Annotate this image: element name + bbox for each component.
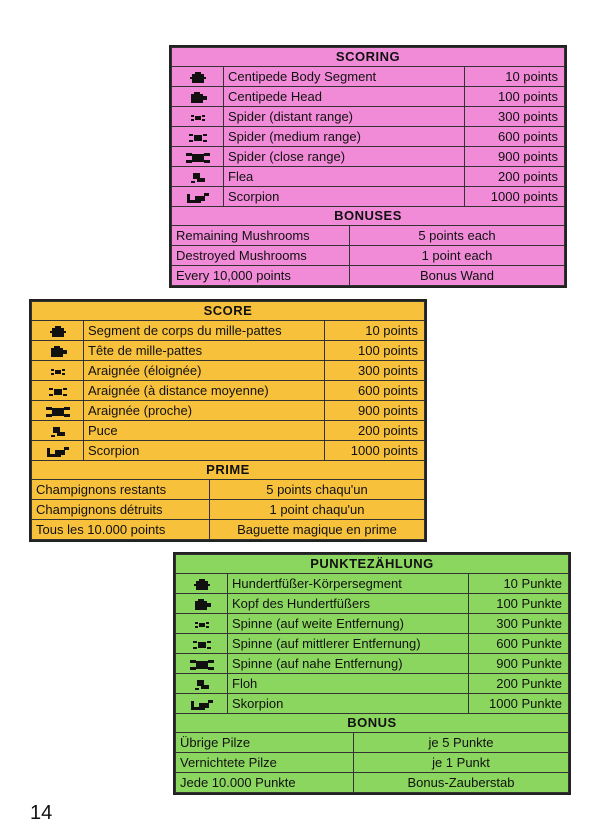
flea-icon <box>176 674 228 694</box>
bonus-label: Übrige Pilze <box>176 733 354 753</box>
bonus-value: 1 point chaqu'un <box>210 500 425 520</box>
row-points: 1000 Punkte <box>468 694 568 714</box>
bonus-table <box>31 461 425 540</box>
scoring-title: SCORE <box>32 302 425 321</box>
score-row <box>32 381 425 401</box>
bonus-label: Destroyed Mushrooms <box>172 246 350 266</box>
centipede-head-icon <box>32 341 84 361</box>
centipede-segment-icon <box>176 574 228 594</box>
scoring-card-german <box>173 552 571 795</box>
bonus-label: Every 10,000 points <box>172 266 350 286</box>
row-points: 100 Punkte <box>468 594 568 614</box>
score-row <box>32 421 425 441</box>
scoring-card-french <box>29 299 427 542</box>
row-label: Scorpion <box>84 441 325 461</box>
score-row <box>172 107 565 127</box>
bonus-table <box>171 207 565 286</box>
row-points: 200 points <box>324 421 424 441</box>
bonus-row <box>32 480 425 500</box>
bonus-label: Vernichtete Pilze <box>176 753 354 773</box>
bonus-value: 5 points each <box>350 226 565 246</box>
scorpion-icon <box>172 187 224 207</box>
row-label: Araignée (éloignée) <box>84 361 325 381</box>
score-row <box>176 594 569 614</box>
row-label: Araignée (à distance moyenne) <box>84 381 325 401</box>
scoring-title: PUNKTEZÄHLUNG <box>176 555 569 574</box>
bonus-row <box>176 733 569 753</box>
row-label: Araignée (proche) <box>84 401 325 421</box>
row-points: 300 Punkte <box>468 614 568 634</box>
row-label: Centipede Body Segment <box>224 67 465 87</box>
spider-medium-icon <box>176 634 228 654</box>
bonus-row <box>172 226 565 246</box>
row-label: Spider (close range) <box>224 147 465 167</box>
score-row <box>172 67 565 87</box>
scoring-title: SCORING <box>172 48 565 67</box>
score-row <box>176 694 569 714</box>
row-points: 100 points <box>465 87 565 107</box>
spider-close-icon <box>32 401 84 421</box>
row-label: Spinne (auf mittlerer Entfernung) <box>228 634 469 654</box>
bonus-value: Bonus Wand <box>350 266 565 286</box>
score-row <box>32 341 425 361</box>
bonus-value: je 5 Punkte <box>354 733 569 753</box>
score-row <box>32 441 425 461</box>
row-points: 900 Punkte <box>468 654 568 674</box>
row-label: Spider (distant range) <box>224 107 465 127</box>
flea-icon <box>32 421 84 441</box>
row-points: 600 points <box>465 127 565 147</box>
centipede-segment-icon <box>32 321 84 341</box>
row-points: 10 points <box>465 67 565 87</box>
scoring-table <box>31 301 425 461</box>
score-row <box>32 321 425 341</box>
bonus-value: Baguette magique en prime <box>210 520 425 540</box>
bonus-value: Bonus-Zauberstab <box>354 773 569 793</box>
row-label: Spinne (auf weite Entfernung) <box>228 614 469 634</box>
score-row <box>176 574 569 594</box>
spider-close-icon <box>176 654 228 674</box>
row-points: 900 points <box>465 147 565 167</box>
bonus-title: PRIME <box>32 461 425 480</box>
bonus-row <box>32 500 425 520</box>
row-label: Scorpion <box>224 187 465 207</box>
row-label: Skorpion <box>228 694 469 714</box>
bonus-row <box>172 266 565 286</box>
score-row <box>32 361 425 381</box>
row-points: 10 points <box>324 321 424 341</box>
row-points: 100 points <box>324 341 424 361</box>
score-row <box>176 614 569 634</box>
score-row <box>172 147 565 167</box>
bonus-label: Remaining Mushrooms <box>172 226 350 246</box>
spider-distant-icon <box>172 107 224 127</box>
row-points: 300 points <box>324 361 424 381</box>
row-label: Puce <box>84 421 325 441</box>
bonus-value: 1 point each <box>350 246 565 266</box>
row-points: 200 Punkte <box>468 674 568 694</box>
row-label: Hundertfüßer-Körpersegment <box>228 574 469 594</box>
bonus-row <box>172 246 565 266</box>
scorpion-icon <box>176 694 228 714</box>
bonus-title: BONUS <box>176 714 569 733</box>
centipede-segment-icon <box>172 67 224 87</box>
row-points: 900 points <box>324 401 424 421</box>
row-points: 200 points <box>465 167 565 187</box>
centipede-head-icon <box>172 87 224 107</box>
row-points: 300 points <box>465 107 565 127</box>
bonus-row <box>32 520 425 540</box>
bonus-value: je 1 Punkt <box>354 753 569 773</box>
score-row <box>176 634 569 654</box>
row-label: Floh <box>228 674 469 694</box>
row-label: Kopf des Hundertfüßers <box>228 594 469 614</box>
row-points: 1000 points <box>465 187 565 207</box>
spider-medium-icon <box>172 127 224 147</box>
score-row <box>172 187 565 207</box>
flea-icon <box>172 167 224 187</box>
bonus-label: Champignons restants <box>32 480 210 500</box>
bonus-label: Champignons détruits <box>32 500 210 520</box>
bonus-table <box>175 714 569 793</box>
score-row <box>172 127 565 147</box>
score-row <box>176 654 569 674</box>
row-points: 600 points <box>324 381 424 401</box>
row-label: Tête de mille-pattes <box>84 341 325 361</box>
bonus-title: BONUSES <box>172 207 565 226</box>
centipede-head-icon <box>176 594 228 614</box>
score-row <box>32 401 425 421</box>
scorpion-icon <box>32 441 84 461</box>
scoring-table <box>175 554 569 714</box>
bonus-row <box>176 773 569 793</box>
spider-distant-icon <box>32 361 84 381</box>
score-row <box>172 87 565 107</box>
score-row <box>172 167 565 187</box>
row-label: Spider (medium range) <box>224 127 465 147</box>
spider-close-icon <box>172 147 224 167</box>
bonus-value: 5 points chaqu'un <box>210 480 425 500</box>
row-label: Spinne (auf nahe Entfernung) <box>228 654 469 674</box>
scoring-card-english <box>169 45 567 288</box>
page-number: 14 <box>30 802 53 824</box>
row-label: Flea <box>224 167 465 187</box>
row-points: 1000 points <box>324 441 424 461</box>
bonus-label: Tous les 10.000 points <box>32 520 210 540</box>
spider-distant-icon <box>176 614 228 634</box>
row-points: 600 Punkte <box>468 634 568 654</box>
row-points: 10 Punkte <box>468 574 568 594</box>
row-label: Segment de corps du mille-pattes <box>84 321 325 341</box>
bonus-label: Jede 10.000 Punkte <box>176 773 354 793</box>
spider-medium-icon <box>32 381 84 401</box>
score-row <box>176 674 569 694</box>
scoring-table <box>171 47 565 207</box>
row-label: Centipede Head <box>224 87 465 107</box>
bonus-row <box>176 753 569 773</box>
